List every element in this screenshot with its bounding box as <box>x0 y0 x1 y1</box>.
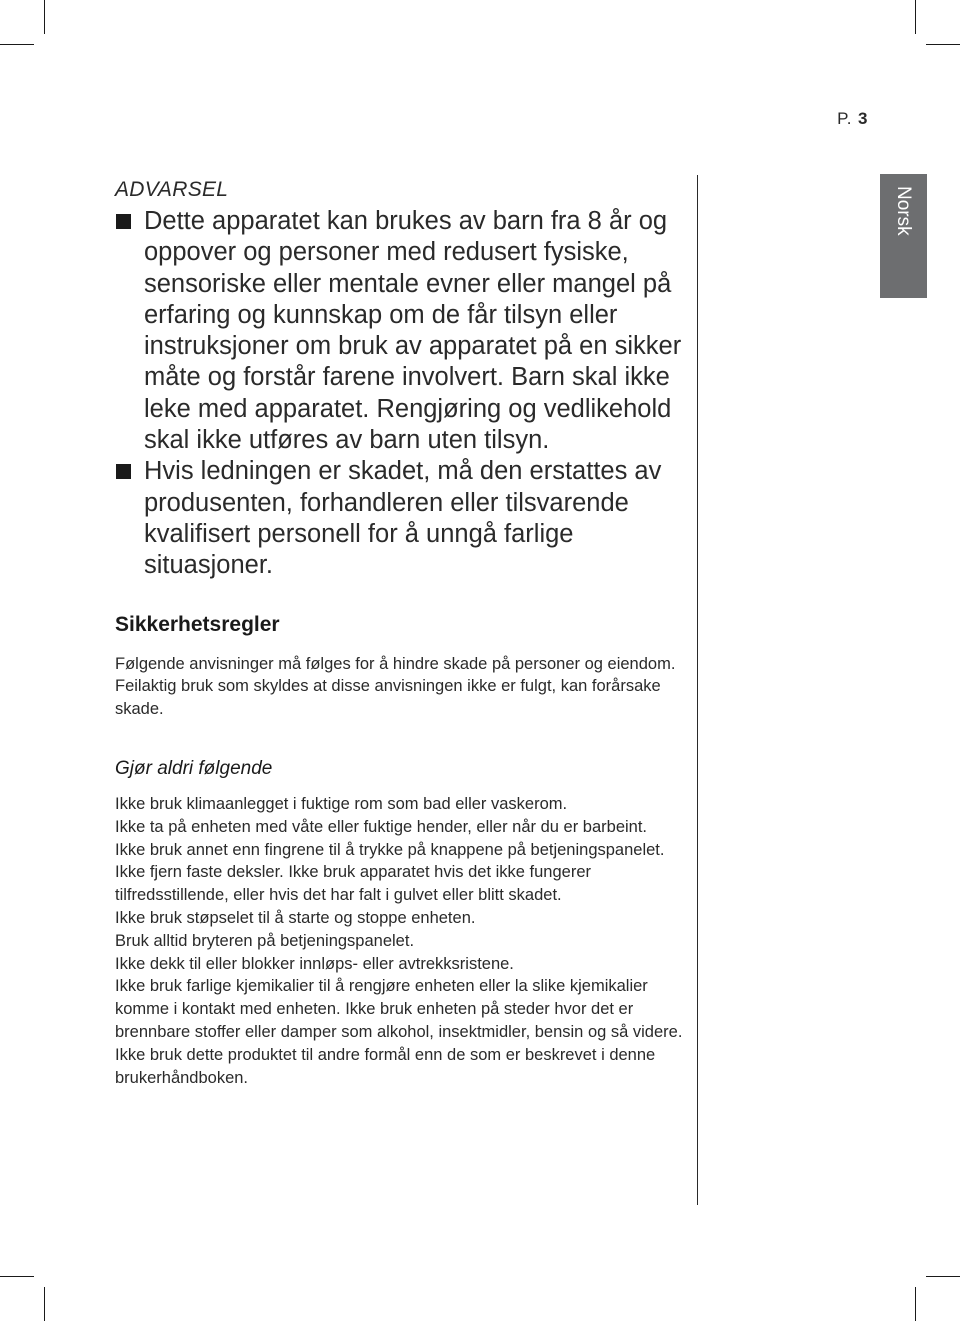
language-tab-label: Norsk <box>892 186 914 236</box>
never-list-item: Ikke bruk støpselet til å starte og stoppe enheten. <box>115 909 476 928</box>
never-list-item: Ikke bruk dette produktet til andre formål enn de som er beskrevet i denne brukerhåndboken. <box>115 1045 656 1087</box>
main-content <box>115 178 685 1089</box>
never-list <box>115 793 685 1089</box>
language-tab <box>880 174 927 298</box>
safety-intro: Følgende anvisninger må følges for å hindre skade på personer og eiendom. Feilaktig bruk som skyldes at disse anvisningen ikke er fulgt, kan forårsake skade. <box>115 654 676 718</box>
warning-title: ADVARSEL <box>115 178 229 201</box>
crop-mark-top-left-horizontal <box>0 44 34 45</box>
crop-mark-top-right-vertical <box>915 0 916 34</box>
crop-mark-top-right-horizontal <box>926 44 960 45</box>
crop-mark-bottom-left-vertical <box>44 1287 45 1321</box>
safety-heading: Sikkerhetsregler <box>115 612 280 636</box>
page-number-value: 3 <box>858 109 868 128</box>
never-list-item: Bruk alltid bryteren på betjeningspanelet. <box>115 931 415 950</box>
warning-bullet-text: Dette apparatet kan brukes av barn fra 8 år og oppover og personer med redusert fysiske, sensoriske eller mentale evner eller mangel på erfaring og kunnskap om de får tilsyn eller instruksjoner om bruk av apparatet på en sikker måte og forstår farene involvert. Barn skal ikke leke med apparatet. Rengjøring og vedlikehold skal ikke utføres av barn uten tilsyn. <box>144 207 682 455</box>
column-divider <box>697 175 698 1205</box>
warning-bullet-text: Hvis ledningen er skadet, må den erstattes av produsenten, forhandleren eller tilsvarende kvalifisert personell for å unngå farlige situasjoner. <box>144 457 662 580</box>
bullet-square-icon <box>116 464 131 479</box>
crop-mark-bottom-right-horizontal <box>926 1276 960 1277</box>
never-list-item: Ikke dekk til eller blokker innløps- eller avtrekksristene. <box>115 954 514 973</box>
bullet-square-icon <box>116 214 131 229</box>
never-heading: Gjør aldri følgende <box>115 758 273 780</box>
never-list-item: Ikke bruk klimaanlegget i fuktige rom som bad eller vaskerom. <box>115 795 568 814</box>
never-list-item: Ikke ta på enheten med våte eller fuktige hender, eller når du er barbeint. <box>115 817 648 836</box>
never-list-item: Ikke bruk farlige kjemikalier til å rengjøre enheten eller la slike kjemikalier komme i kontakt med enheten. Ikke bruk enheten på steder hvor det er brennbare stoffer eller damper som alkohol, insektmidler, bensin og så videre. <box>115 977 683 1042</box>
page-number-prefix: P. <box>837 109 853 128</box>
crop-mark-bottom-left-horizontal <box>0 1276 34 1277</box>
warning-bullet <box>115 456 685 581</box>
crop-mark-top-left-vertical <box>44 0 45 34</box>
never-list-item: Ikke bruk annet enn fingrene til å trykke på knappene på betjeningspanelet. <box>115 840 665 859</box>
warning-bullet <box>115 206 685 456</box>
page-number <box>837 109 868 129</box>
never-list-item: Ikke fjern faste deksler. Ikke bruk apparatet hvis det ikke fungerer tilfredsstillende, eller hvis det har falt i gulvet eller blitt skadet. <box>115 863 591 905</box>
crop-mark-bottom-right-vertical <box>915 1287 916 1321</box>
